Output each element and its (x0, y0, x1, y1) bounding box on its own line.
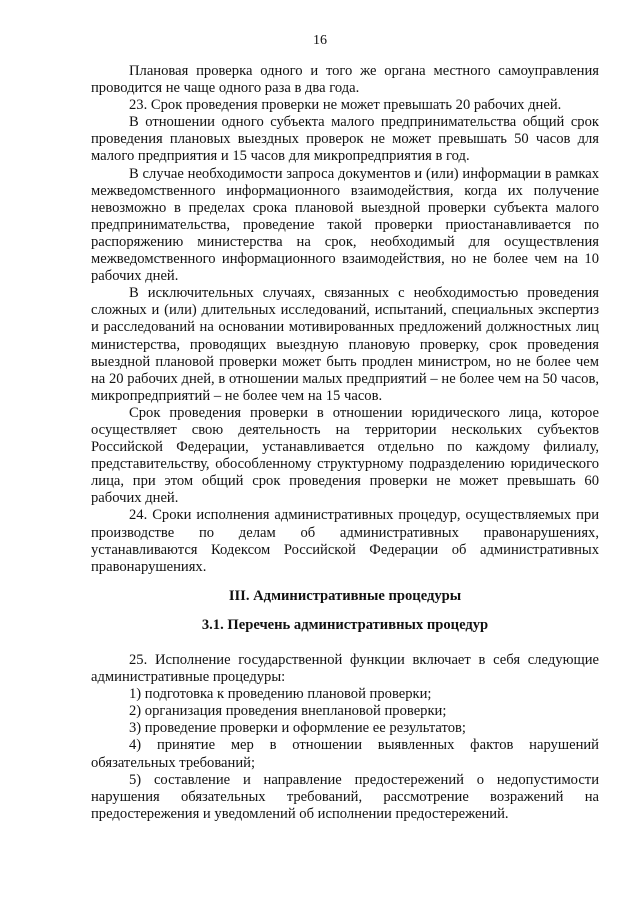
list-item-procedure-2: 2) организация проведения внеплановой проверки; (129, 703, 447, 720)
page-number: 16 (313, 33, 327, 48)
document-body (91, 63, 599, 823)
paragraph-planned-inspection-frequency: Плановая проверка одного и того же органа местного самоуправления проводится не чаще одного раза в два года. (91, 63, 599, 97)
subsection-heading: 3.1. Перечень административных процедур (201, 616, 489, 633)
paragraph-exceptional-extension: В исключительных случаях, связанных с необходимостью проведения сложных и (или) длительных исследований, испытаний, специальных экспертиз и расследований на основании мотивированных предложений должностных лиц министерства, проводящих выездную плановую проверку, срок проведения выездной плановой проверки может быть продлен министром, но не более чем на 20 рабочих дней, в отношении малых предприятий – не более чем на 50 часов, микропредприятий – не более чем на 15 часов. (91, 285, 599, 404)
list-item-procedure-4: 4) принятие мер в отношении выявленных фактов нарушений обязательных требований; (91, 737, 599, 771)
paragraph-24-administrative-offenses: 24. Сроки исполнения административных процедур, осуществляемых при производстве по делам об административных правонарушениях, устанавливаются Кодексом Российской Федерации об административных правонарушениях. (91, 507, 599, 575)
paragraph-23-inspection-duration: 23. Срок проведения проверки не может превышать 20 рабочих дней. (129, 97, 562, 114)
paragraph-25-procedures-intro: 25. Исполнение государственной функции включает в себя следующие административные процедуры: (91, 652, 599, 686)
paragraph-multi-region-entity: Срок проведения проверки в отношении юридического лица, которое осуществляет свою деятельность на территории нескольких субъектов Российской Федерации, устанавливается отдельно по каждому филиалу, представительству, обособленному структурному подразделению юридического лица, при этом общий срок проведения проверки не может превышать 60 рабочих дней. (91, 404, 599, 507)
section-heading: III. Административные процедуры (228, 587, 462, 604)
list-item-procedure-3: 3) проведение проверки и оформление ее результатов; (129, 720, 466, 737)
paragraph-small-business-limit: В отношении одного субъекта малого предпринимательства общий срок проведения плановых выездных проверок не может превышать 50 часов для малого предприятия и 15 часов для микропредприятия в год. (91, 114, 599, 165)
list-item-procedure-5: 5) составление и направление предостережений о недопустимости нарушения обязательных требований, рассмотрение возражений на предостережения и уведомлений об исполнении предостережений. (91, 771, 599, 822)
list-item-procedure-1: 1) подготовка к проведению плановой проверки; (129, 686, 432, 703)
paragraph-interagency-suspension: В случае необходимости запроса документов и (или) информации в рамках межведомственного информационного взаимодействия, когда их получение невозможно в пределах срока плановой выездной проверки субъекта малого предпринимательства, проведение такой проверки приостанавливается по распоряжению министерства на срок, необходимый для осуществления межведомственного информационного взаимодействия, но не более чем на 10 рабочих дней. (91, 165, 599, 285)
